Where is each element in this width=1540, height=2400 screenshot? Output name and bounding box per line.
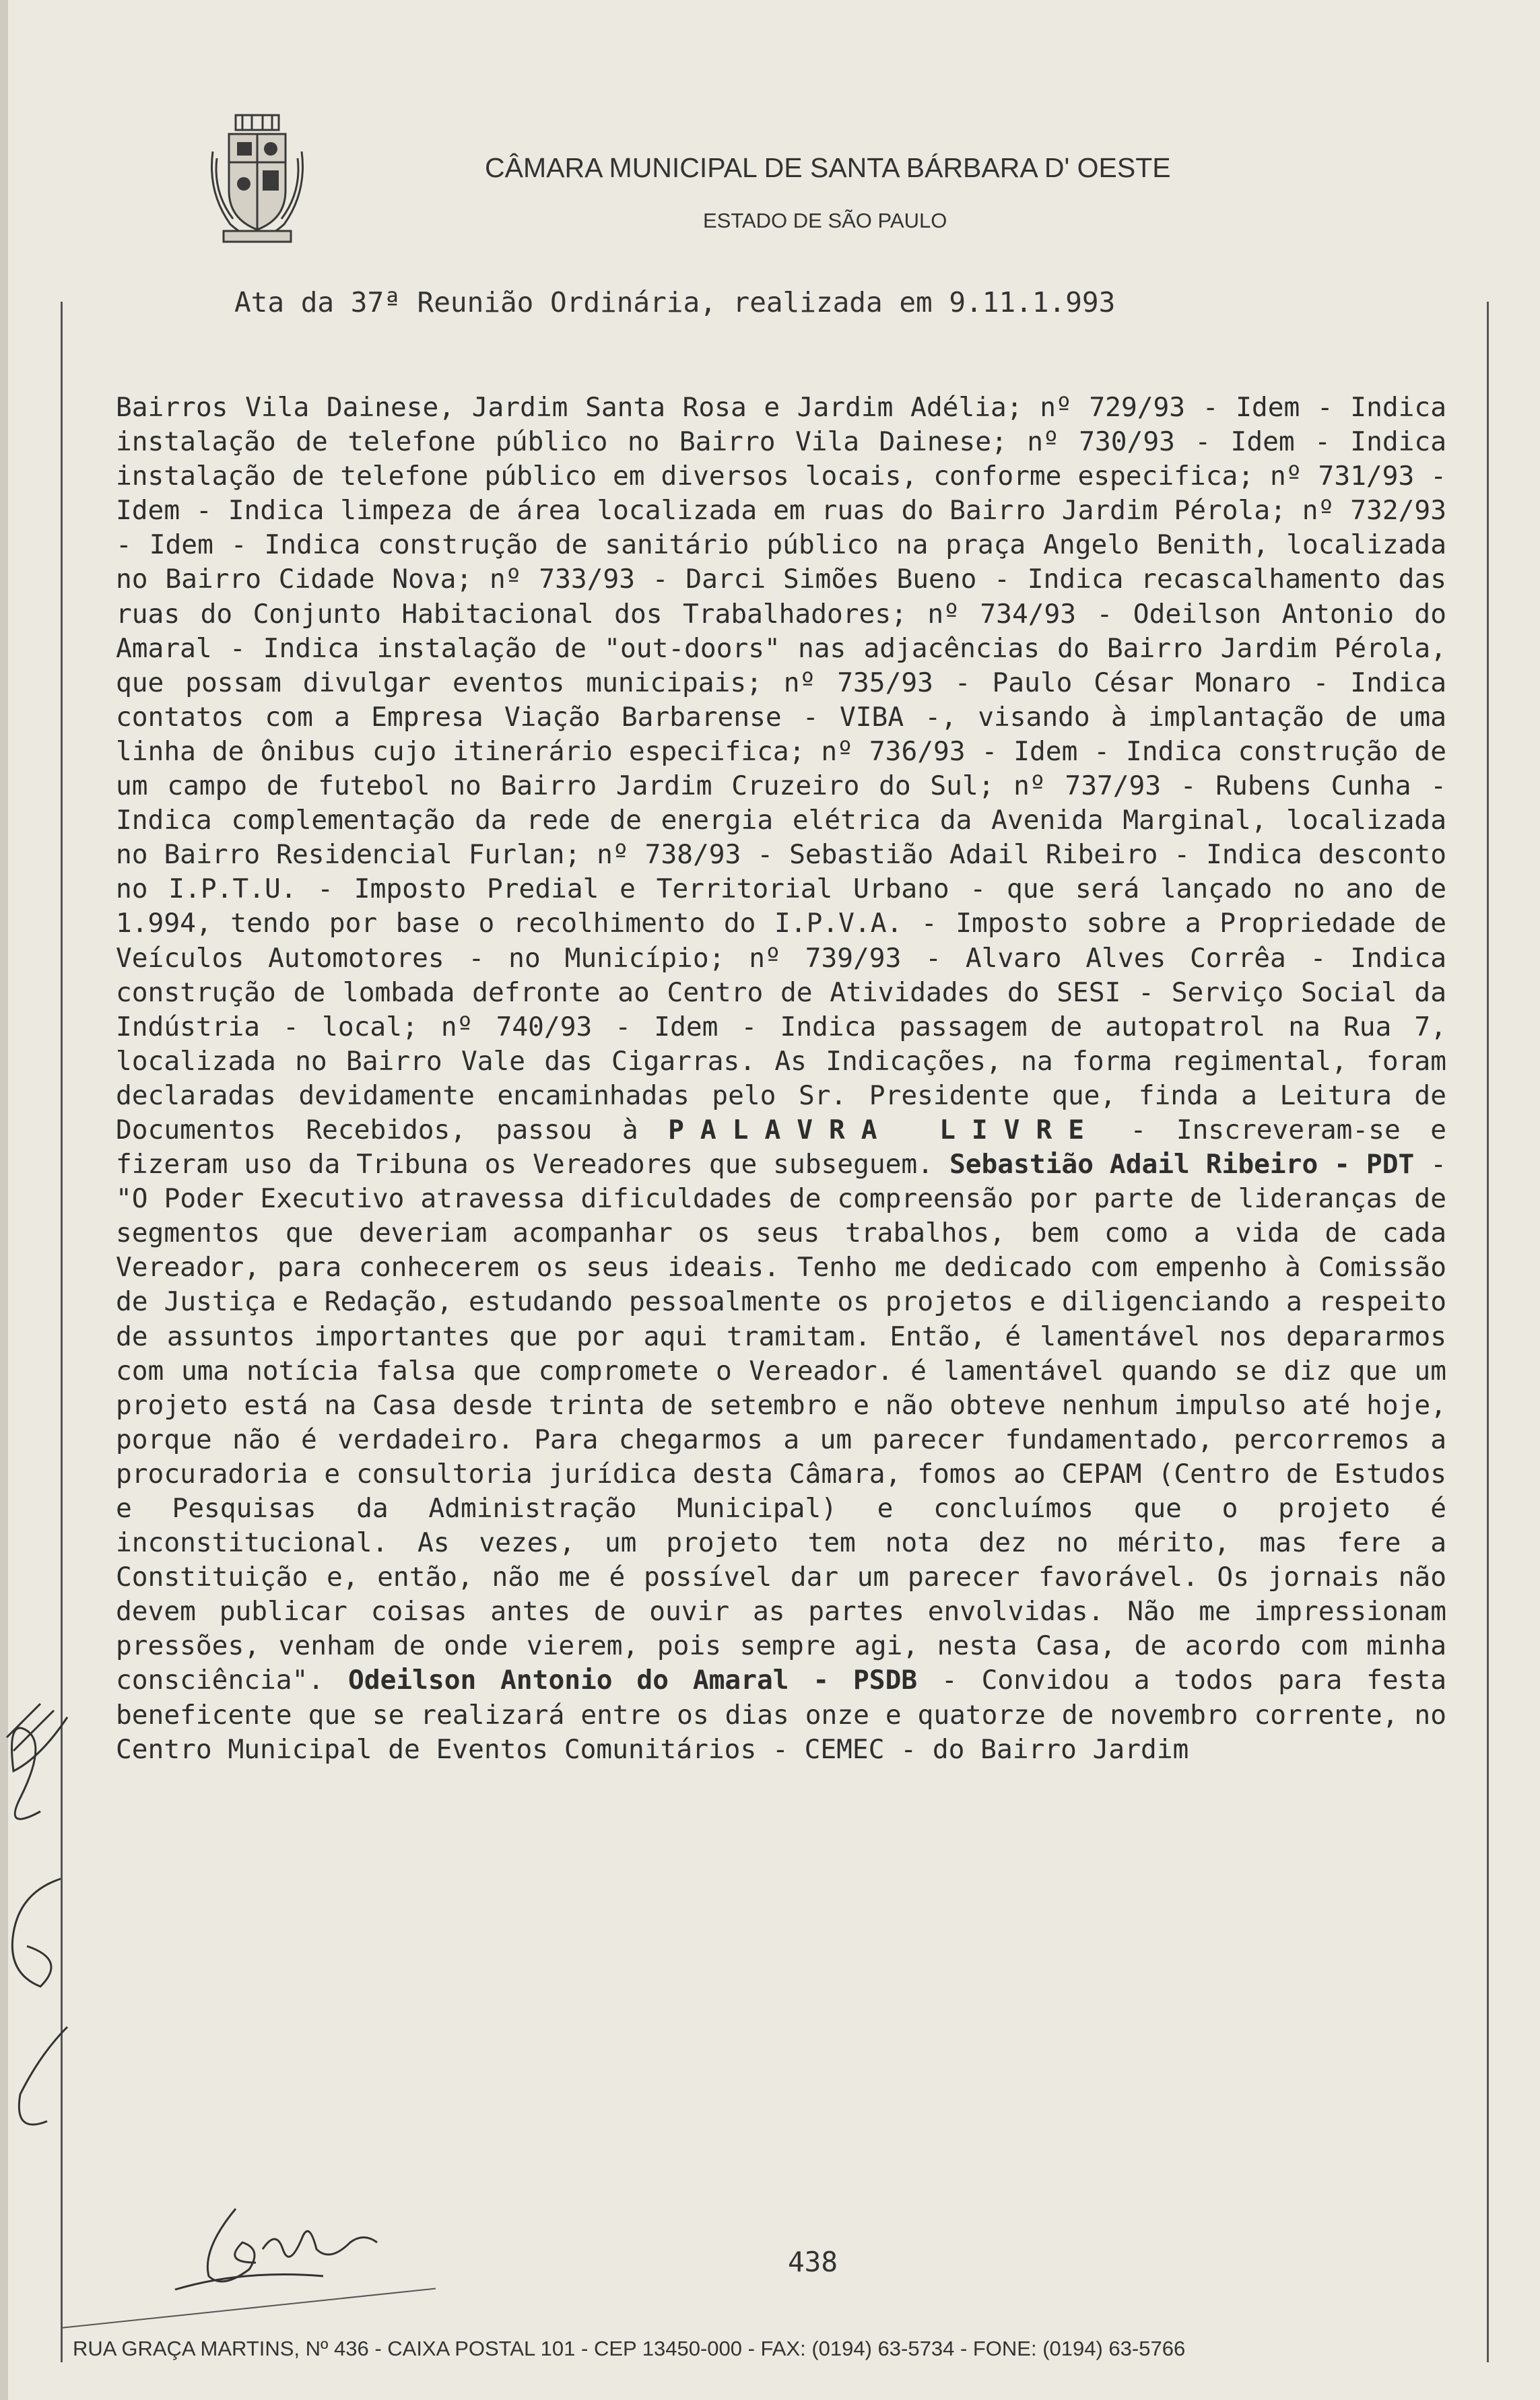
margin-signature-icon [0,1515,74,2189]
registration-text: - Inscreveram-se e fizeram uso da Tribuna os Vereadores que subseguem. [116,1114,1447,1180]
speaker-name: Odeilson Antonio do Amaral - PSDB [348,1665,918,1696]
indications-text: Bairros Vila Dainese, Jardim Santa Rosa e Jardim Adélia; nº 729/93 - Idem - Indica instalação de telefone público no Bairro Vila Dainese; nº 730/93 - Idem - Indica instalação de telefone público em diversos locais, conforme especifica; nº 731/93 - Idem - Indica limpeza de área localizada em ruas do Bairro Jardim Pérola; nº 732/93 - Idem - Indica construção de sanitário público na praça Angelo Benith, localizada no Bairro Cidade Nova; nº 733/93 - Darci Simões Bueno - Indica recascalhamento das ruas do Conjunto Habitacional dos Trabalhadores; nº 734/93 - Odeilson Antonio do Amaral - Indica instalação de "out-doors" nas adjacências do Bairro Jardim Pérola, que possam divulgar eventos municipais; nº 735/93 - Paulo César Monaro - Indica contatos com a Empresa Viação Barbarense - VIBA -, visando à implantação de uma linha de ônibus cujo itinerário especifica; nº 736/93 - Idem - Indica construção de um campo de futebol no Bairro Jardim Cruzeiro do Sul; nº 737/93 - Rubens Cunha - Indica complementação da rede de energia elétrica da Avenida Marginal, localizada no Bairro Residencial Furlan; nº 738/93 - Sebastião Adail Ribeiro - Indica desconto no I.P.T.U. - Imposto Predial e Territorial Urbano - que será lançado no ano de 1.994, tendo por base o recolhimento do I.P.V.A. - Imposto sobre a Propriedade de Veículos Automotores - no Município; nº 739/93 - Alvaro Alves Corrêa - Indica construção de lombada defronte ao Centro de Atividades do SESI - Serviço Social da Indústria - local; nº 740/93 - Idem - Indica passagem de autopatrol na Rua 7, localizada no Bairro Vale das Cigarras. As Indicações, na forma regimental, foram declaradas devidamente encaminhadas pelo Sr. Presidente que, finda a Leitura de Documentos Recebidos, passou à [116,392,1446,1145]
body-paragraph [116,391,1446,1767]
speech-text: - "O Poder Executivo atravessa dificuldades de compreensão por parte de lideranças de segmentos que deveriam acompanhar os seus trabalhos, bem como a vida de cada Vereador, para conhecerem os seus ideais. Tenho me dedicado com empenho à Comissão de Justiça e Redação, estudando pessoalmente os projetos e diligenciando a respeito de assuntos importantes que por aqui tramitam. Então, é lamentável nos depararmos com uma notícia falsa que compromete o Vereador. é lamentável quando se diz que um projeto está na Casa desde trinta de setembro e não obteve nenhum impulso até hoje, porque não é verdadeiro. Para chegarmos a um parecer fundamentado, percorremos a procuradoria e consultoria jurídica desta Câmara, fomos ao CEPAM (Centro de Estudos e Pesquisas da Administração Municipal) e concluímos que o projeto é inconstitucional. As vezes, um projeto tem nota dez no mérito, mas fere a Constituição e, então, não me é possível dar um parecer favorável. Os jornais não devem publicar coisas antes de ouvir as partes envolvidas. Não me impressionam pressões, venham de onde vierem, pois sempre agi, nesta Casa, de acordo com minha consciência". [116,1149,1447,1696]
page-number: 438 [788,2246,838,2278]
header-title: CÂMARA MUNICIPAL DE SANTA BÁRBARA D' OESTE [485,152,1171,183]
footer-address: RUA GRAÇA MARTINS, Nº 436 - CAIXA POSTAL 101 - CEP 13450-000 - FAX: (0194) 63-5734 - FONE: (0194) 63-5766 [73,2337,1186,2360]
speech-text: - Convidou a todos para festa beneficente que se realizará entre os dias onze e quatorze de novembro corrente, no Centro Municipal de Eventos Comunitários - CEMEC - do Bairro Jardim [116,1665,1447,1765]
document-body [116,391,1446,1767]
header-subtitle: ESTADO DE SÃO PAULO [703,209,947,232]
municipal-coat-of-arms-icon [203,111,311,246]
document-title: Ata da 37ª Reunião Ordinária, realizada em 9.11.1.993 [234,286,1116,319]
palavra-livre-heading: PALAVRA LIVRE [668,1114,1101,1145]
speaker-name: Sebastião Adail Ribeiro - PDT [949,1149,1415,1180]
right-margin-rule [1487,302,1489,2362]
signature-icon [162,2195,404,2296]
